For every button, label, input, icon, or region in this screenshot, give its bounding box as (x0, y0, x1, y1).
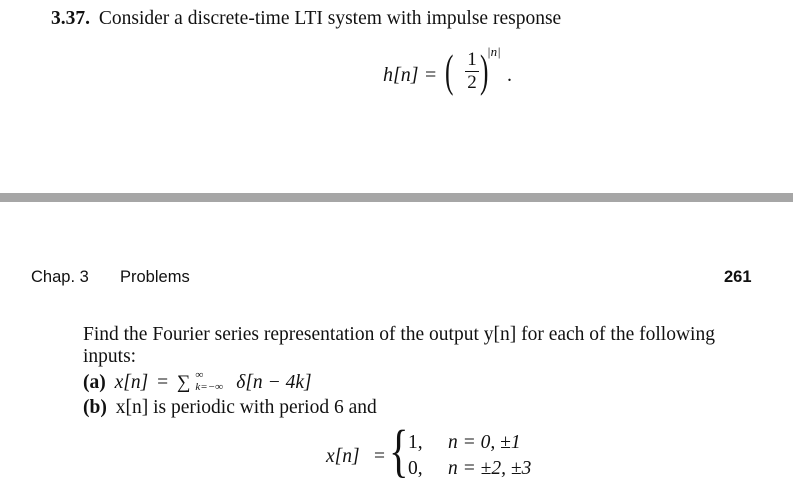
part-a-equals: = (157, 372, 169, 393)
chapter-label: Chap. 3 (31, 268, 89, 286)
piecewise-condition: n = 0, ±1 (448, 432, 521, 453)
body-line-2: inputs: (83, 346, 137, 367)
part-a-term: δ[n − 4k] (236, 372, 312, 393)
summation-limits (195, 369, 243, 393)
part-a-label: (a) (83, 372, 106, 393)
fraction-denominator: 2 (467, 72, 477, 93)
h-exponent: |n| (487, 44, 501, 59)
piecewise-condition: n = ±2, ±3 (448, 458, 532, 479)
left-paren: ( (445, 45, 454, 96)
part-a-lhs: x[n] (114, 372, 149, 393)
piecewise-definition (326, 418, 566, 484)
page-divider (0, 193, 793, 202)
part-b-text: x[n] is periodic with period 6 and (115, 397, 377, 418)
piecewise-lhs: x[n] (326, 446, 360, 467)
page-number: 261 (724, 268, 752, 286)
problem-number: 3.37. (51, 8, 90, 29)
h-lhs: h[n] (383, 64, 419, 86)
body-line-1: Find the Fourier series representation of the output y[n] for each of the following (83, 324, 715, 345)
right-paren: ) (480, 45, 489, 96)
section-label: Problems (120, 268, 190, 286)
part-a (83, 369, 312, 394)
piecewise-value: 1, (408, 432, 423, 453)
problem-statement (51, 8, 561, 30)
sum-upper-limit: ∞ (195, 369, 204, 381)
summation-symbol: ∑ (176, 372, 191, 393)
fraction-one-half (465, 50, 479, 93)
fraction-numerator: 1 (467, 49, 477, 70)
piecewise-value: 0, (408, 458, 423, 479)
left-brace: { (389, 418, 409, 483)
piecewise-equals: = (374, 446, 385, 467)
sum-lower-limit: k=−∞ (195, 381, 223, 393)
part-b (83, 397, 377, 419)
problem-text: Consider a discrete-time LTI system with impulse response (98, 8, 562, 29)
h-equals: = (425, 64, 437, 86)
part-b-label: (b) (83, 397, 107, 418)
h-period: . (507, 64, 512, 86)
